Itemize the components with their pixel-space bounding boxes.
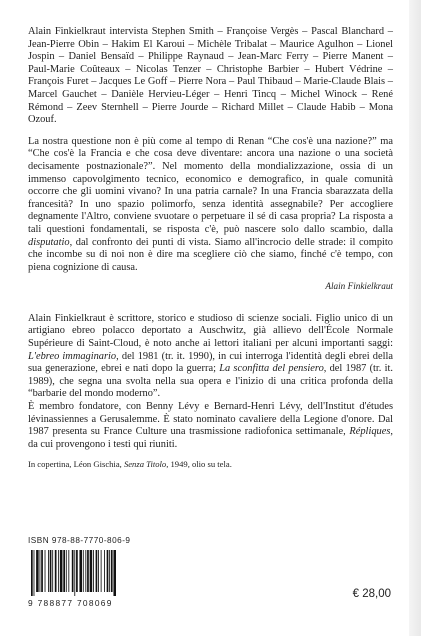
cover-credit — [28, 459, 393, 470]
barcode-block — [28, 535, 140, 609]
bio1-title-1: L'ebreo immaginario — [28, 350, 117, 362]
cover-credit-prefix: In copertina, Léon Gischia, — [28, 459, 124, 470]
bio-paragraph-2 — [28, 401, 393, 451]
bio1-text-1: Alain Finkielkraut è scrittore, storico e studioso di scienze sociali. Figlio unico di un artigiano ebreo polacco deportato a Auschwitz, già allievo dell'École Normale Supérieure di Saint-Cloud, è noto anche ai lettori italiani per alcuni importanti saggi: — [28, 312, 393, 350]
barcode-digits: 9 788877 708069 — [28, 597, 113, 608]
isbn-label: ISBN 978-88-7770-806-9 — [28, 536, 131, 545]
quote-text-1: La nostra questione non è più come al tempo di Renan “Che cos'è una nazione?” ma “Che cos'è la Francia e che cosa deve diventare: ancora una nazione o una società decisamente postnazionale?”. Nel momento della mondializzazione, ossia di un immenso capovolgimento tecnico, economico e demografico, in quale comunità occorre che gli uomini vivano? In una patria carnale? In una Francia sbarazzata della francesità? In uno spazio polimorfo, senza identità assegnabile? Per accogliere degnamente l'Altro, conviene svuotare o perpetuare il sé di casa propria? La risposta a tali questioni fondamentali, se risposta c'è, può nascere solo dallo scambio, dalla — [28, 135, 393, 235]
bio1-text-3: , del 1987 (tr. it. 1989), che segna una svolta nella sua opera e l'inizio di una critica profonda della “barbarie del mondo moderno”. — [28, 363, 394, 400]
cover-credit-title: Senza Titolo — [123, 459, 167, 470]
quote-paragraph — [28, 136, 393, 275]
bio2-text-2: , da cui provengono i testi qui riuniti. — [28, 426, 393, 450]
bio1-title-2: La sconfitta del pensiero — [219, 363, 324, 375]
quote-italic: disputatio — [28, 236, 70, 248]
cover-credit-suffix: , 1949, olio su tela. — [166, 459, 232, 470]
quote-signature: Alain Finkielkraut — [325, 281, 393, 292]
bio-paragraph-1 — [28, 313, 393, 401]
quote-text-2: , dal confronto dei punti di vista. Siamo all'incrocio delle strade: il compito che incombe su di noi non è dire ma scegliere ciò che siamo, finché c'è tempo, con piena cognizione di causa. — [28, 236, 393, 273]
barcode-icon — [28, 550, 140, 596]
bio2-title: Répliques — [349, 426, 391, 438]
price-label: € 28,00 — [352, 588, 391, 600]
bio1-text-2: , del 1981 (tr. it. 1990), in cui interroga l'identità degli ebrei della sua generazione, ebrei e nati dopo la guerra; — [28, 350, 393, 375]
interviews-paragraph: Alain Finkielkraut intervista Stephen Smith – Françoise Vergès – Pascal Blanchard – Jean-Pierre Obin – Hakim El Karoui – Michèle Tribalat – Maurice Agulhon – Lionel Jospin – Daniel Bensaïd – Philippe Raynaud – Jean-Marc Ferry – Pierre Manent – Paul-Marie Coûteaux – Nicolas Tenzer – Christophe Barbier – Hubert Védrine – François Furet – Jacques Le Goff – Pierre Nora – Paul Thibaud – Marie-Claude Blais – Marcel Gauchet – Danièle Hervieu-Léger – Henri Tincq – Michel Winock – René Rémond – Zeev Sternhell – Pierre Jourde – Richard Millet – Claude Habib – Mona Ozouf. — [28, 26, 393, 126]
bio2-text-1: È membro fondatore, con Benny Lévy e Bernard-Henri Lévy, dell'Institut d'études lévinassiennes a Gerusalemme. È stato nominato cavaliere della Legione d'onore. Dal 1987 presenta su France Culture una trasmissione radiofonica settimanale, — [28, 401, 393, 438]
page-edge — [409, 0, 421, 636]
